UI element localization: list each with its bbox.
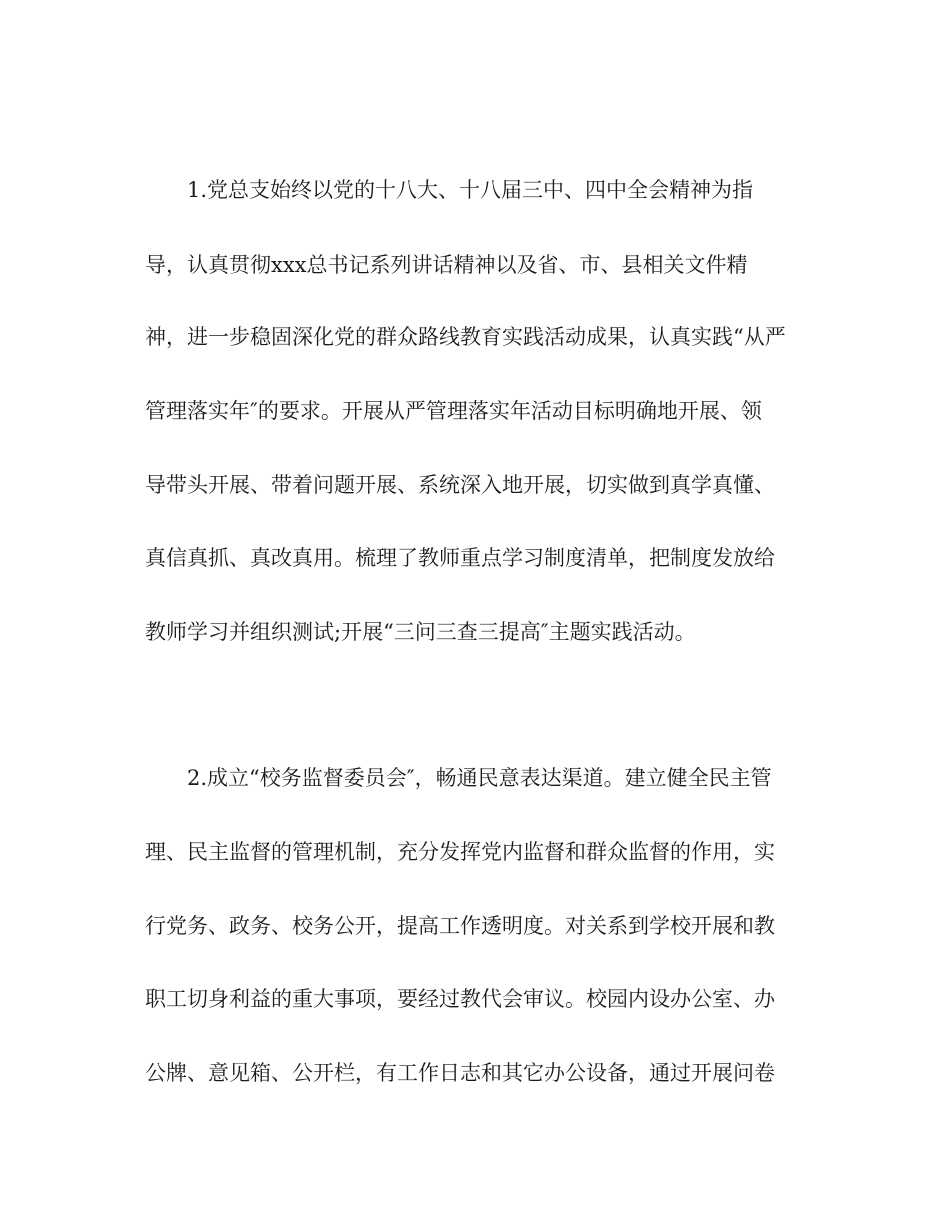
paragraph-line: 行党务、政务、校务公开，提高工作透明度。对关系到学校开展和教 xyxy=(145,914,775,938)
paragraph-line: 导，认真贯彻xxx总书记系列讲话精神以及省、市、县相关文件精 xyxy=(145,253,748,277)
paragraph-line: 理、民主监督的管理机制，充分发挥党内监督和群众监督的作用，实 xyxy=(145,840,775,864)
paragraph-line: 1.党总支始终以党的十八大、十八届三中、四中全会精神为指 xyxy=(187,178,754,202)
paragraph-line: 神，进一步稳固深化党的群众路线教育实践活动成果，认真实践“从严 xyxy=(145,325,786,349)
paragraph-line: 导带头开展、带着问题开展、系统深入地开展，切实做到真学真懂、 xyxy=(145,473,775,497)
paragraph-line: 教师学习并组织测试;开展“三问三查三提高″主题实践活动。 xyxy=(145,620,696,644)
paragraph-line: 2.成立“校务监督委员会″，畅通民意表达渠道。建立健全民主管 xyxy=(187,766,772,790)
paragraph-line: 管理落实年″的要求。开展从严管理落实年活动目标明确地开展、领 xyxy=(145,399,762,423)
paragraph-line: 公牌、意见箱、公开栏，有工作日志和其它办公设备，通过开展问卷 xyxy=(145,1061,775,1085)
paragraph-line: 职工切身利益的重大事项，要经过教代会审议。校园内设办公室、办 xyxy=(145,987,775,1011)
paragraph-line: 真信真抓、真改真用。梳理了教师重点学习制度清单，把制度发放给 xyxy=(145,546,775,570)
